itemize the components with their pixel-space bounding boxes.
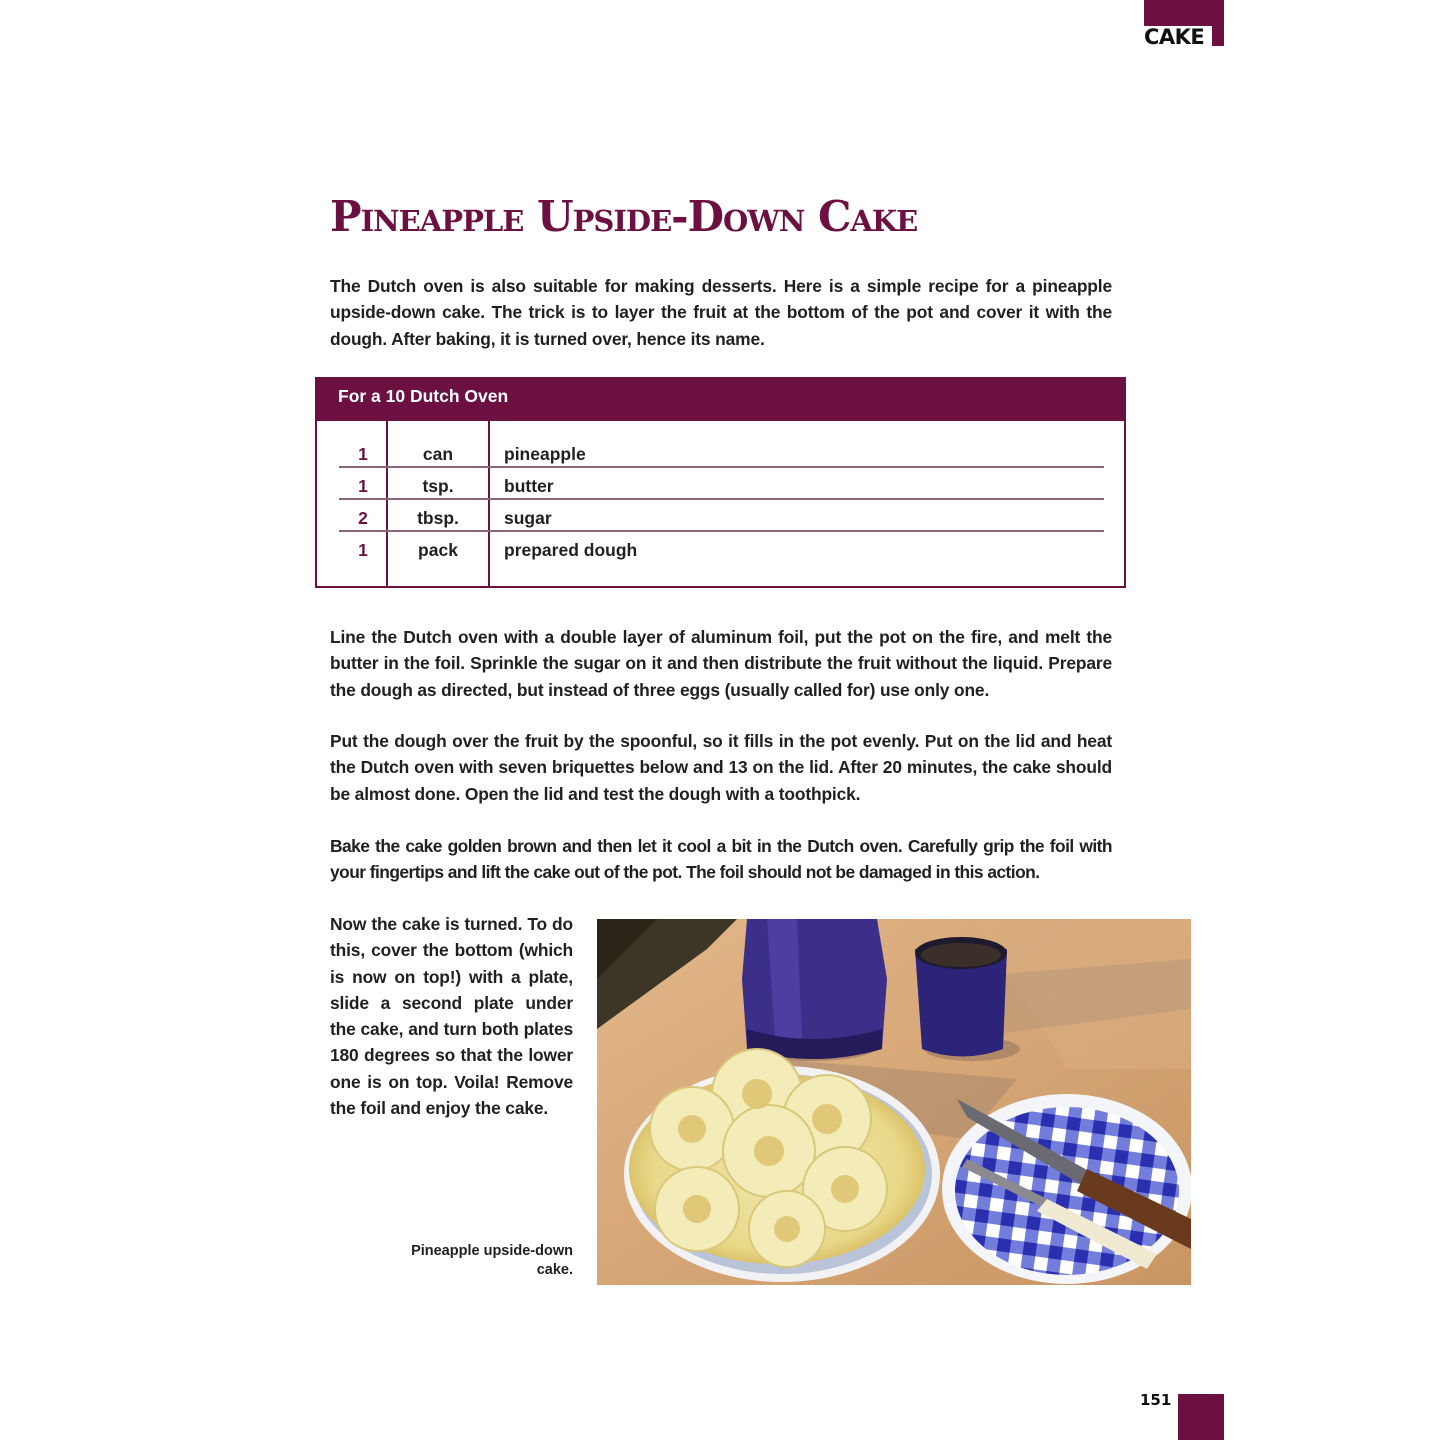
section-tab bbox=[1144, 0, 1224, 49]
ingredient-name: sugar bbox=[504, 508, 552, 528]
ingredient-unit: tsp. bbox=[422, 476, 454, 496]
ingredient-qty: 1 bbox=[358, 540, 368, 560]
section-tab-label: CAKE bbox=[1144, 25, 1205, 49]
page-corner-tab bbox=[1178, 1394, 1224, 1440]
cake-photo-illustration bbox=[597, 919, 1191, 1285]
page-number: 151 bbox=[1140, 1391, 1172, 1409]
ingredient-name: pineapple bbox=[504, 444, 586, 464]
row-divider bbox=[339, 466, 1104, 468]
cake-photo bbox=[597, 919, 1191, 1285]
row-divider bbox=[339, 498, 1104, 500]
ingredient-unit: pack bbox=[418, 540, 458, 560]
step-paragraph: Put the dough over the fruit by the spoonful, so it fills in the pot evenly. Put on the lid and heat the Dutch oven with seven briquettes below and 13 on the lid. After 20 minutes, the cake should be almost done. Open the lid and test the dough with a toothpick. bbox=[330, 731, 1112, 804]
section-tab-edge bbox=[1212, 0, 1224, 46]
ingredients-table-header bbox=[315, 377, 1126, 421]
intro-paragraph: The Dutch oven is also suitable for making desserts. Here is a simple recipe for a pineapple upside-down cake. The trick is to layer the fruit at the bottom of the pot and cover it with the dough. After baking, it is turned over, hence its name. bbox=[330, 276, 1112, 349]
ingredient-name: butter bbox=[504, 476, 554, 496]
ingredients-table-title: For a 10 Dutch Oven bbox=[338, 386, 509, 406]
ingredient-unit: tbsp. bbox=[417, 508, 459, 528]
ingredient-unit: can bbox=[422, 444, 454, 464]
ingredient-qty: 1 bbox=[358, 444, 368, 464]
ingredient-qty: 1 bbox=[358, 476, 368, 496]
row-divider bbox=[339, 530, 1104, 532]
ingredient-name: prepared dough bbox=[504, 540, 638, 560]
ingredients-table bbox=[315, 377, 1126, 588]
page-title: Pineapple Upside-Down Cake bbox=[330, 192, 918, 241]
ingredient-qty: 2 bbox=[358, 508, 368, 528]
photo-caption: Pineapple upside-down cake. bbox=[411, 1243, 573, 1278]
step-paragraph: Line the Dutch oven with a double layer of aluminum foil, put the pot on the fire, and melt the butter in the foil. Sprinkle the sugar on it and then distribute the fruit without the liquid. Prepare the dough as directed, but instead of three eggs (usually called for) use only one. bbox=[330, 627, 1112, 700]
step-paragraph: Now the cake is turned. To do this, cover the bottom (which is now on top!) with a plate, slide a second plate under the cake, and turn both plates 180 degrees so that the lower one is on top. Voila! Remove the foil and enjoy the cake. bbox=[330, 914, 573, 1119]
step-paragraph: Bake the cake golden brown and then let it cool a bit in the Dutch oven. Carefully grip the foil with your fingertips and lift the cake out of the pot. The foil should not be damaged in this action. bbox=[330, 836, 1112, 883]
